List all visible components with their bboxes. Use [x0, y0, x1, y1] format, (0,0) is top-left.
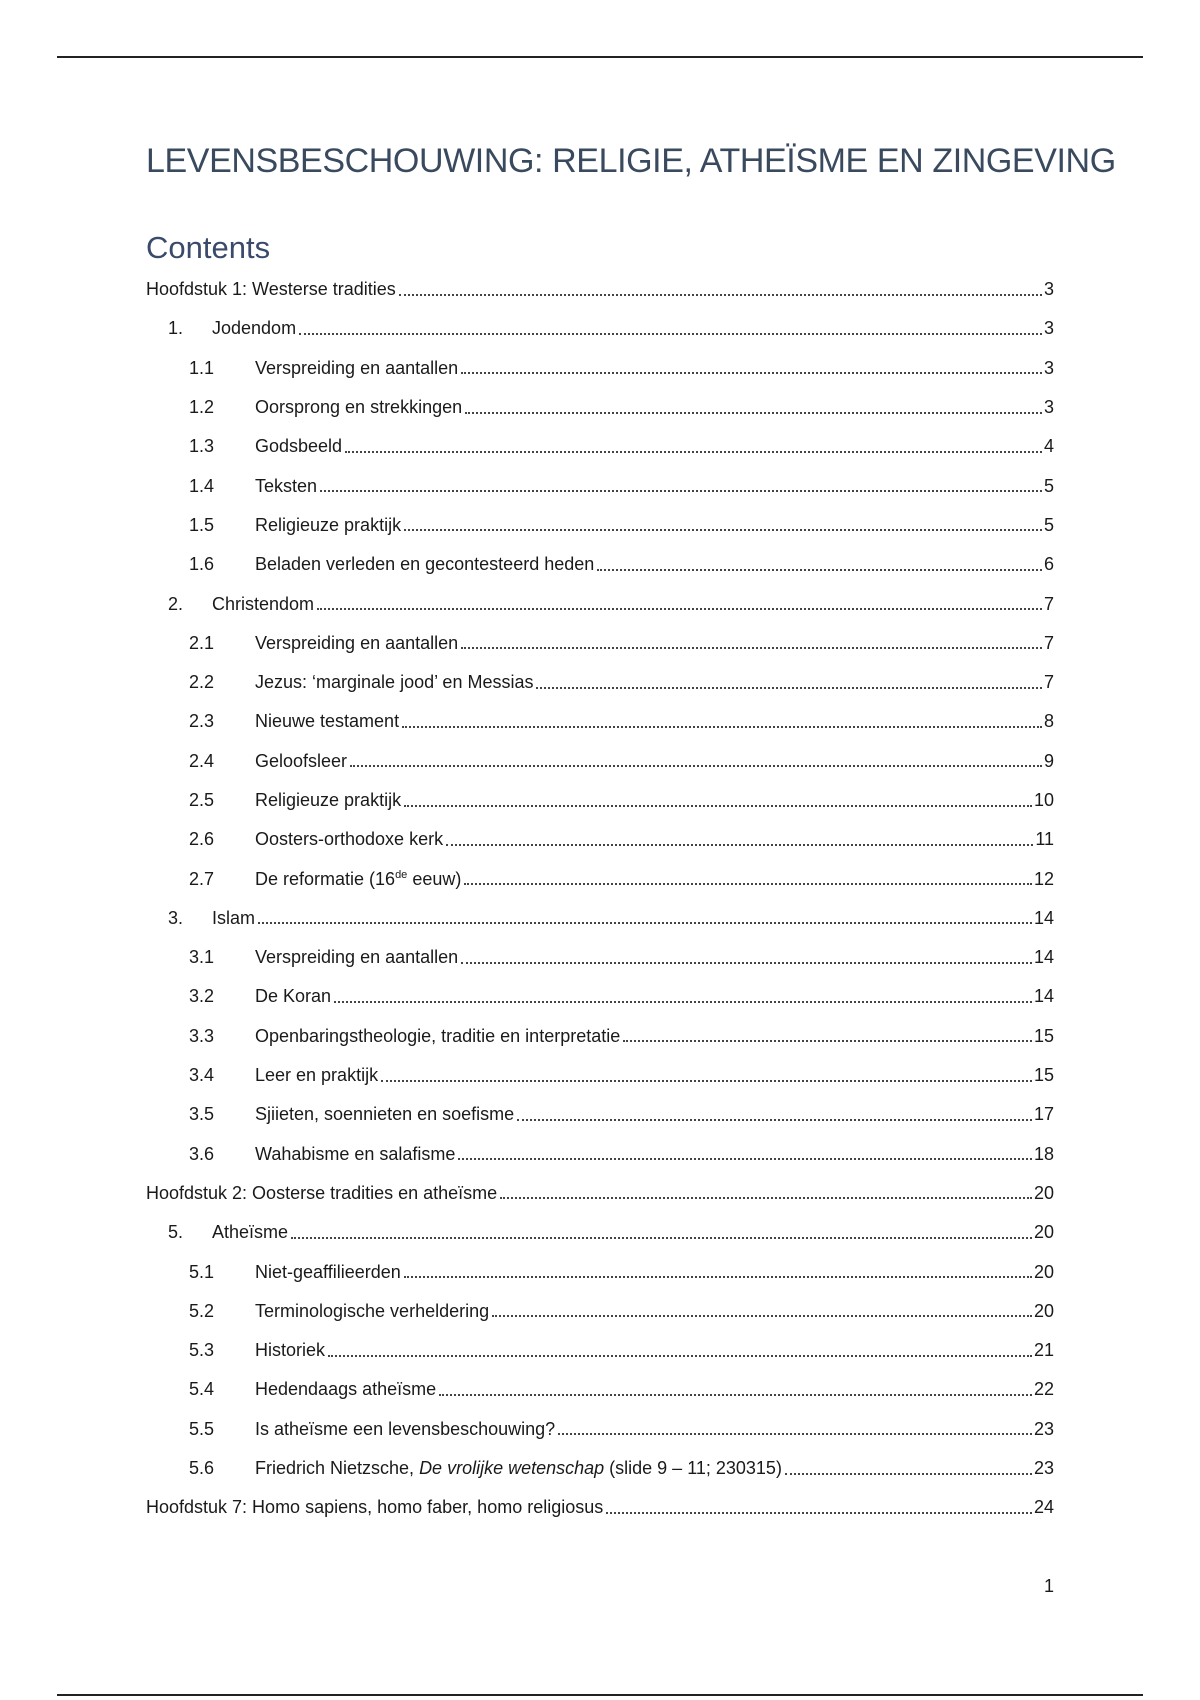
toc-entry[interactable] [146, 1135, 1054, 1174]
toc-dot-leader [558, 1433, 1032, 1435]
toc-entry-title: Beladen verleden en gecontesteerd heden [255, 554, 595, 575]
toc-entry-title: Verspreiding en aantallen [255, 947, 459, 968]
toc-entry[interactable] [146, 702, 1054, 741]
toc-entry-number: 5.6 [189, 1458, 215, 1479]
toc-entry[interactable] [146, 938, 1054, 977]
toc-dot-leader [299, 333, 1042, 335]
toc-entry-page: 5 [1043, 514, 1054, 535]
toc-entry-number: 5.2 [189, 1300, 215, 1321]
toc-entry-title-italic: De vrolijke wetenschap [419, 1458, 605, 1479]
toc-entry-page: 6 [1043, 554, 1054, 575]
toc-entry-number: 2.3 [189, 711, 215, 732]
toc-dot-leader [404, 529, 1042, 531]
toc-dot-leader [334, 1001, 1032, 1003]
toc-entry-title: Godsbeeld [255, 436, 343, 457]
toc-entry-number: 1. [168, 318, 184, 339]
toc-dot-leader [785, 1473, 1032, 1475]
toc-entry[interactable] [146, 584, 1054, 623]
toc-dot-leader [536, 687, 1042, 689]
toc-entry-number: 2. [168, 593, 184, 614]
toc-entry-number: 2.2 [189, 672, 215, 693]
toc-dot-leader [597, 569, 1042, 571]
toc-entry[interactable] [146, 466, 1054, 505]
toc-entry-page: 8 [1043, 711, 1054, 732]
toc-entry[interactable] [146, 388, 1054, 427]
toc-entry-number: 3.5 [189, 1104, 215, 1125]
toc-entry-title-superscript: de [395, 868, 408, 881]
toc-entry-title: Verspreiding en aantallen [255, 632, 459, 653]
toc-entry[interactable] [146, 545, 1054, 584]
toc-entry-page: 22 [1033, 1379, 1054, 1400]
toc-entry-page: 3 [1043, 397, 1054, 418]
toc-entry-title: Oosters-orthodoxe kerk [255, 829, 444, 850]
toc-entry-page: 3 [1043, 357, 1054, 378]
toc-dot-leader [461, 372, 1042, 374]
toc-dot-leader [461, 647, 1042, 649]
toc-entry[interactable] [146, 624, 1054, 663]
toc-entry-title: Verspreiding en aantallen [255, 357, 459, 378]
toc-entry[interactable] [146, 1488, 1054, 1527]
toc-entry-page: 21 [1033, 1340, 1054, 1361]
toc-entry[interactable] [146, 1017, 1054, 1056]
toc-entry-number: 5.1 [189, 1261, 215, 1282]
toc-entry[interactable] [146, 1056, 1054, 1095]
toc-entry-title: Atheïsme [212, 1222, 289, 1243]
toc-dot-leader [328, 1355, 1032, 1357]
toc-entry[interactable] [146, 506, 1054, 545]
toc-entry-number: 1.5 [189, 514, 215, 535]
toc-entry[interactable] [146, 820, 1054, 859]
toc-dot-leader [404, 805, 1032, 807]
toc-entry-page: 7 [1043, 593, 1054, 614]
toc-entry-title: Nieuwe testament [255, 711, 400, 732]
toc-dot-leader [320, 490, 1042, 492]
toc-entry[interactable] [146, 1174, 1054, 1213]
toc-entry-title: Hoofdstuk 2: Oosterse tradities en atheïsme [146, 1182, 498, 1203]
toc-entry-page: 20 [1033, 1300, 1054, 1321]
toc-entry-number: 1.2 [189, 397, 215, 418]
toc-entry-title: Islam [212, 907, 256, 928]
toc-entry-number: 1.4 [189, 475, 215, 496]
toc-entry-title: Religieuze praktijk [255, 514, 402, 535]
toc-entry-page: 3 [1043, 279, 1054, 300]
toc-entry[interactable] [146, 1410, 1054, 1449]
toc-entry-page: 7 [1043, 632, 1054, 653]
toc-entry-title-part: eeuw) [407, 868, 462, 889]
toc-dot-leader [461, 962, 1032, 964]
toc-entry-page: 9 [1043, 750, 1054, 771]
toc-dot-leader [458, 1158, 1032, 1160]
toc-entry[interactable] [146, 270, 1054, 309]
toc-entry-number: 3.6 [189, 1143, 215, 1164]
toc-dot-leader [492, 1315, 1032, 1317]
toc-entry-title: Teksten [255, 475, 318, 496]
toc-entry-number: 1.3 [189, 436, 215, 457]
toc-entry[interactable] [146, 1095, 1054, 1134]
toc-entry-title: Jodendom [212, 318, 297, 339]
toc-entry[interactable] [146, 663, 1054, 702]
toc-dot-leader [606, 1512, 1032, 1514]
toc-entry-number: 3.1 [189, 947, 215, 968]
toc-entry-page: 3 [1043, 318, 1054, 339]
toc-entry-page: 23 [1033, 1458, 1054, 1479]
toc-entry-title: Geloofsleer [255, 750, 348, 771]
contents-heading: Contents [146, 230, 271, 265]
toc-entry-number: 2.5 [189, 790, 215, 810]
toc-entry[interactable] [146, 859, 1054, 898]
toc-entry-title: Oorsprong en strekkingen [255, 397, 463, 418]
toc-entry-page: 14 [1033, 947, 1054, 968]
toc-entry-title [255, 1458, 782, 1479]
toc-entry[interactable] [146, 899, 1054, 938]
toc-entry[interactable] [146, 427, 1054, 466]
toc-entry-title: Leer en praktijk [255, 1065, 379, 1086]
toc-entry-page: 17 [1033, 1104, 1054, 1125]
toc-entry[interactable] [146, 1252, 1054, 1291]
toc-entry[interactable] [146, 1331, 1054, 1370]
toc-dot-leader [464, 883, 1032, 885]
toc-entry-title: Niet-geaffilieerden [255, 1261, 401, 1282]
toc-entry[interactable] [146, 309, 1054, 348]
toc-entry[interactable] [146, 781, 1054, 820]
toc-entry-page: 23 [1033, 1418, 1054, 1439]
page-number: 1 [1043, 1576, 1054, 1596]
document-title: LEVENSBESCHOUWING: RELIGIE, ATHEÏSME EN ZINGEVING [146, 142, 1116, 180]
toc-entry-number: 2.4 [189, 750, 215, 771]
toc-entry-number: 3.3 [189, 1025, 215, 1046]
toc-entry[interactable] [146, 742, 1054, 781]
toc-entry-number: 5.3 [189, 1340, 215, 1361]
toc-dot-leader [404, 1276, 1032, 1278]
toc-entry-number: 1.1 [189, 357, 215, 378]
toc-dot-leader [517, 1119, 1032, 1121]
toc-entry-title-part: (slide 9 – 11; 230315) [604, 1458, 782, 1479]
toc-entry-page: 11 [1035, 829, 1054, 850]
toc-dot-leader [258, 922, 1032, 924]
toc-entry-number: 1.6 [189, 554, 215, 575]
toc-entry-page: 20 [1033, 1182, 1054, 1203]
toc-entry-title: Hoofdstuk 1: Westerse tradities [146, 279, 396, 300]
toc-entry-number: 2.6 [189, 829, 215, 850]
toc-entry[interactable] [146, 1449, 1054, 1488]
toc-dot-leader [439, 1394, 1032, 1396]
toc-entry-page: 20 [1033, 1261, 1054, 1282]
toc-entry[interactable] [146, 1213, 1054, 1252]
toc-entry-title: Historiek [255, 1340, 326, 1361]
toc-entry-title: Wahabisme en salafisme [255, 1143, 456, 1164]
toc-entry-title: Is atheïsme een levensbeschouwing? [255, 1418, 556, 1439]
toc-entry-title: Christendom [212, 593, 315, 614]
toc-entry-page: 4 [1043, 436, 1054, 457]
toc-entry-title: Sjiieten, soennieten en soefisme [255, 1104, 515, 1125]
toc-entry[interactable] [146, 1370, 1054, 1409]
toc-entry-page: 15 [1033, 1065, 1054, 1086]
toc-entry-title [255, 869, 461, 890]
toc-entry-title-part: Friedrich Nietzsche, [255, 1458, 420, 1479]
toc-dot-leader [402, 726, 1042, 728]
toc-entry-page: 24 [1033, 1497, 1054, 1518]
toc-entry[interactable] [146, 977, 1054, 1016]
toc-entry-page: 18 [1033, 1143, 1054, 1164]
toc-dot-leader [500, 1197, 1032, 1199]
toc-entry-number: 5.4 [189, 1379, 215, 1400]
toc-entry-page: 10 [1033, 790, 1054, 810]
toc-entry-page: 14 [1033, 907, 1054, 928]
toc-entry-number: 5. [168, 1222, 184, 1243]
toc-entry-number: 2.1 [189, 632, 215, 653]
toc-entry-page: 15 [1033, 1025, 1054, 1046]
toc-dot-leader [446, 844, 1033, 846]
toc-dot-leader [350, 765, 1042, 767]
table-of-contents [146, 270, 1054, 1528]
toc-entry-title: Terminologische verheldering [255, 1300, 490, 1321]
toc-dot-leader [465, 412, 1042, 414]
toc-dot-leader [291, 1237, 1032, 1239]
toc-entry-title: Openbaringstheologie, traditie en interpretatie [255, 1025, 621, 1046]
toc-dot-leader [623, 1040, 1032, 1042]
header-rule [57, 56, 1143, 58]
toc-entry-page: 14 [1033, 986, 1054, 1007]
toc-entry-page: 12 [1033, 868, 1054, 889]
toc-entry-title: Jezus: ‘marginale jood’ en Messias [255, 672, 534, 693]
toc-entry-page: 5 [1043, 475, 1054, 496]
toc-entry-title: Hedendaags atheïsme [255, 1379, 437, 1400]
toc-dot-leader [317, 608, 1042, 610]
toc-entry-number: 5.5 [189, 1418, 215, 1439]
toc-entry-title-part: De reformatie (16 [255, 868, 396, 889]
toc-entry-title: De Koran [255, 986, 332, 1007]
toc-entry-number: 2.7 [189, 868, 215, 889]
toc-entry-page: 7 [1043, 672, 1054, 693]
toc-entry-number: 3. [168, 907, 184, 928]
footer-rule [57, 1694, 1143, 1696]
toc-entry[interactable] [146, 1292, 1054, 1331]
toc-entry-title: Religieuze praktijk [255, 790, 402, 810]
toc-dot-leader [345, 451, 1042, 453]
toc-dot-leader [399, 294, 1042, 296]
toc-entry-number: 3.2 [189, 986, 215, 1007]
toc-entry-title: Hoofdstuk 7: Homo sapiens, homo faber, homo religiosus [146, 1497, 604, 1518]
toc-entry-number: 3.4 [189, 1065, 215, 1086]
toc-entry[interactable] [146, 349, 1054, 388]
toc-dot-leader [381, 1080, 1032, 1082]
toc-entry-page: 20 [1033, 1222, 1054, 1243]
